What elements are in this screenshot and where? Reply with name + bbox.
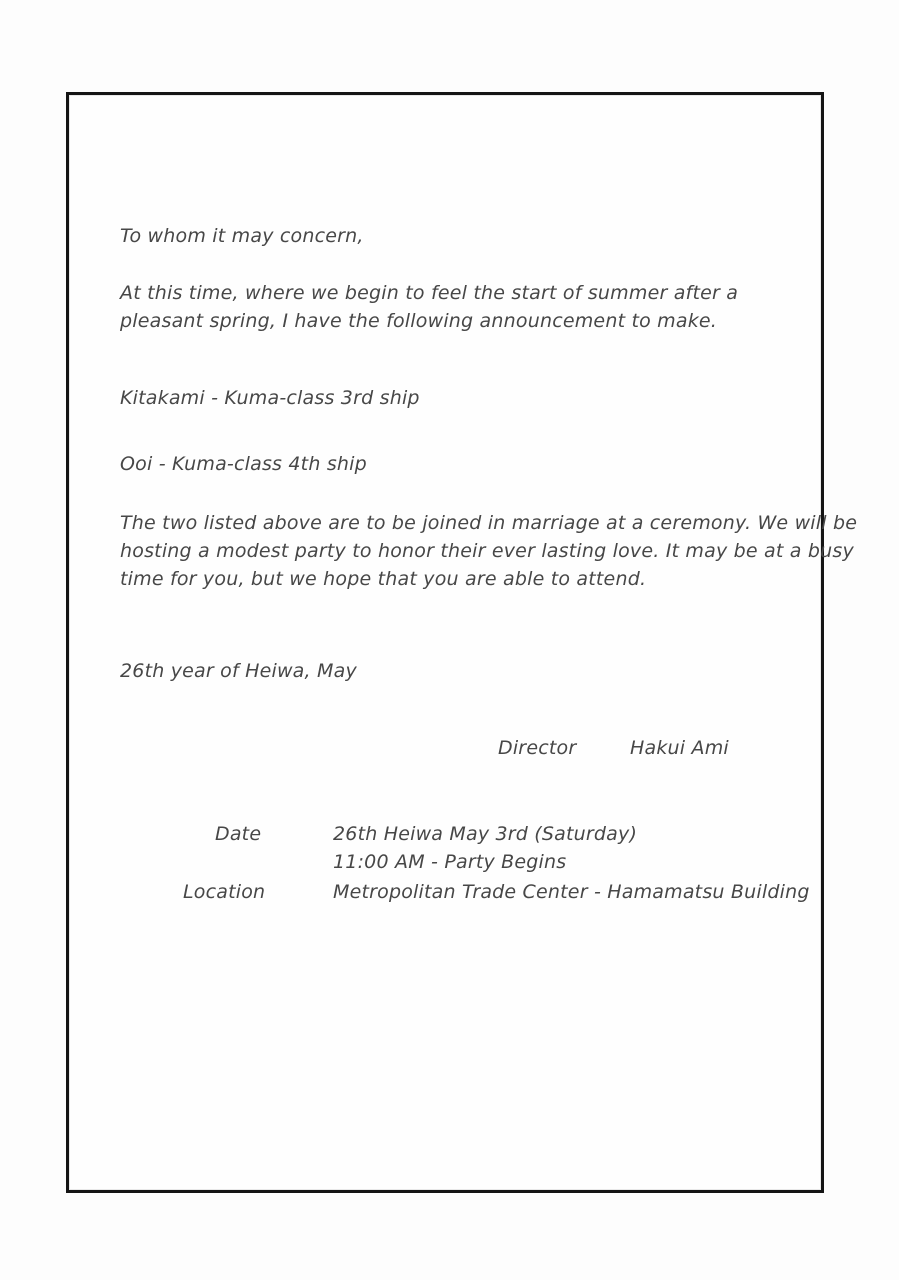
body-line-2: hosting a modest party to honor their ever lasting love. It may be at a busy — [120, 540, 854, 562]
detail-location-label: Location — [183, 881, 266, 903]
detail-date-value-line-2: 11:00 AM - Party Begins — [333, 851, 567, 873]
announcement-ship-kitakami: Kitakami - Kuma-class 3rd ship — [120, 387, 420, 409]
detail-date-value-line-1: 26th Heiwa May 3rd (Saturday) — [333, 823, 638, 845]
detail-date-label: Date — [215, 823, 262, 845]
intro-line-1: At this time, where we begin to feel the start of summer after a — [120, 282, 739, 304]
signature-name: Hakui Ami — [630, 737, 729, 759]
announcement-ship-ooi: Ooi - Kuma-class 4th ship — [120, 453, 367, 475]
detail-location-value: Metropolitan Trade Center - Hamamatsu Building — [333, 881, 810, 903]
intro-line-2: pleasant spring, I have the following announcement to make. — [120, 310, 718, 332]
body-line-1: The two listed above are to be joined in marriage at a ceremony. We will be — [120, 512, 858, 534]
salutation-text: To whom it may concern, — [120, 225, 364, 247]
body-line-3: time for you, but we hope that you are able to attend. — [120, 568, 647, 590]
body-paragraph — [120, 509, 857, 593]
detail-date-value — [333, 820, 637, 876]
intro-paragraph — [120, 279, 738, 335]
letter-border-frame — [66, 92, 824, 1193]
signature-title: Director — [498, 737, 577, 759]
era-date-text: 26th year of Heiwa, May — [120, 660, 357, 682]
